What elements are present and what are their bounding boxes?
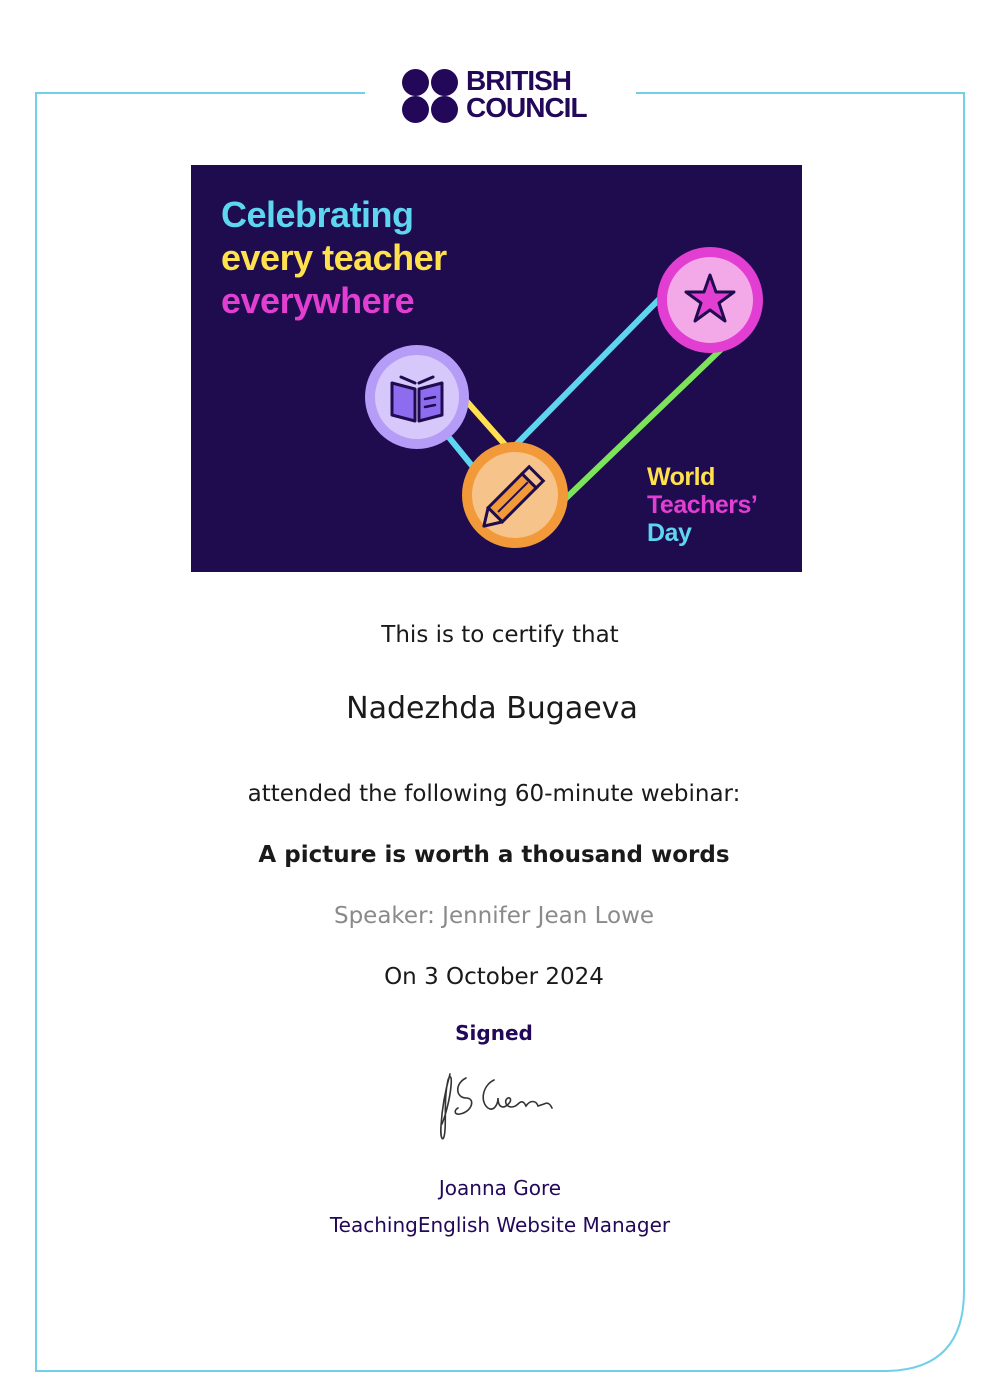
signatory-name: Joanna Gore — [438, 1176, 562, 1200]
headline-line-1: Celebrating — [221, 194, 414, 235]
headline-line-2: every teacher — [221, 237, 447, 278]
british-council-logo — [400, 62, 600, 126]
star-icon — [657, 247, 763, 353]
banner-headline — [221, 193, 447, 322]
pencil-icon — [462, 442, 568, 548]
signatory-title: TeachingEnglish Website Manager — [329, 1213, 671, 1237]
world-teachers-day-label — [647, 463, 757, 547]
speaker-line: Speaker: Jennifer Jean Lowe — [333, 903, 655, 929]
signed-label: Signed — [455, 1021, 533, 1045]
recipient-name: Nadezhda Bugaeva — [346, 691, 638, 726]
webinar-title: A picture is worth a thousand words — [258, 842, 730, 868]
signature-image — [432, 1068, 562, 1148]
world-teachers-day-banner — [191, 165, 802, 572]
event-line-3: Day — [647, 519, 692, 547]
certify-intro: This is to certify that — [381, 622, 619, 648]
event-line-1: World — [647, 463, 715, 491]
logo-line-1: BRITISH — [466, 65, 571, 96]
headline-line-3: everywhere — [221, 280, 415, 321]
logo-dots-icon — [400, 65, 458, 123]
book-icon — [365, 345, 469, 449]
webinar-date: On 3 October 2024 — [384, 964, 604, 990]
event-line-2: Teachers’ — [647, 491, 758, 519]
attended-text: attended the following 60-minute webinar: — [247, 781, 741, 807]
logo-line-2: COUNCIL — [466, 92, 587, 123]
logo-text — [466, 67, 587, 121]
